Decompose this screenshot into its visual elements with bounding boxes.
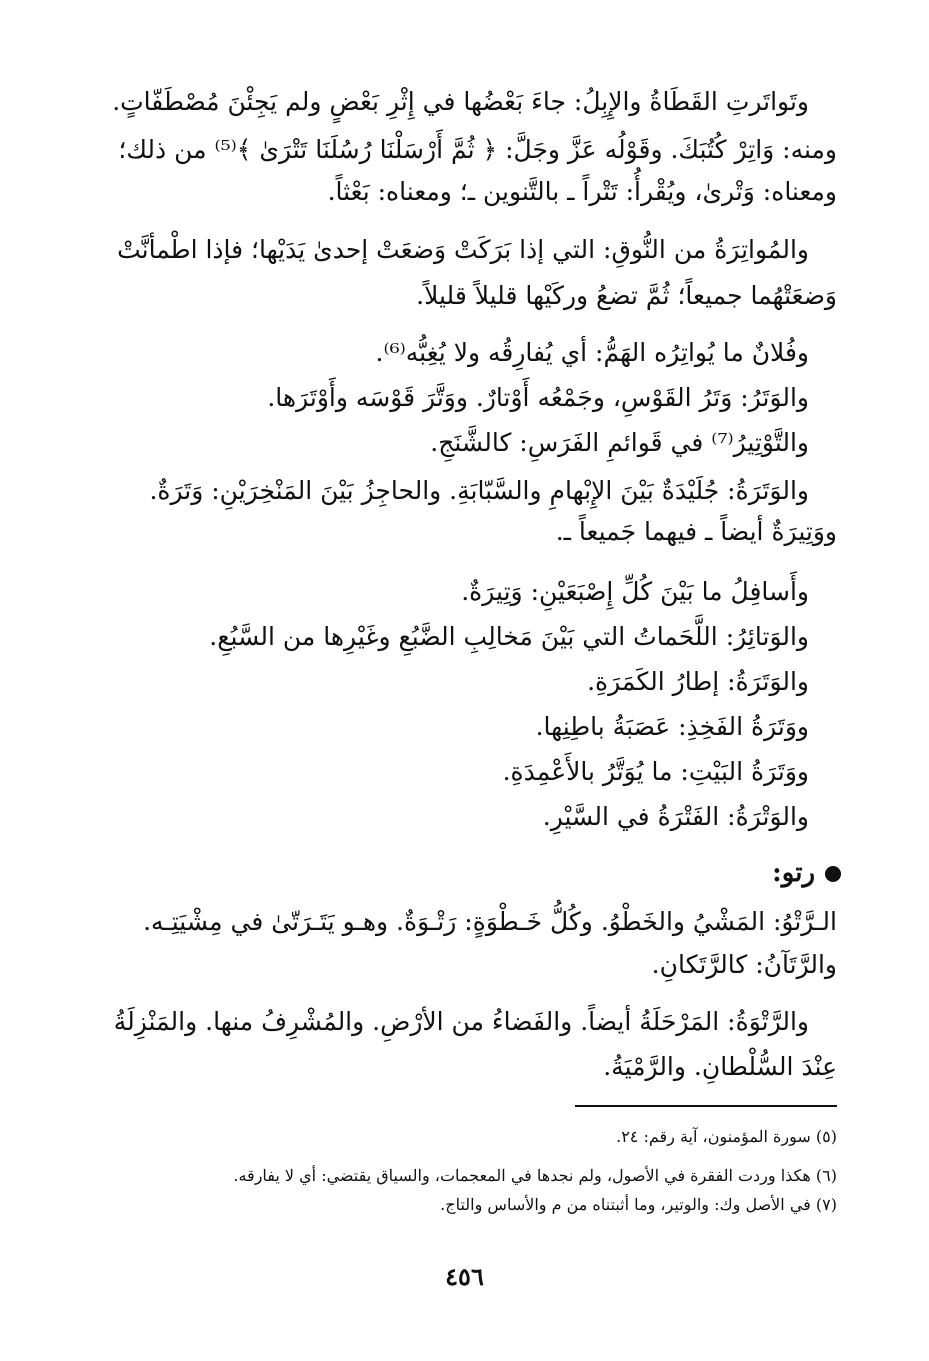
text-line-12: والوَتائِرُ: اللَّحَماتُ التي بَيْنَ مَخالِبِ الضَّبُعِ وغَيْرِها من السَّبُعِ. (209, 622, 809, 651)
text-line-1: وتَواتَرتِ القَطَاةُ والإِبِلُ: جاءَ بَعْضُها في إِثْرِ بَعْضٍ ولم يَجِئْنَ مُصْطَفّاتٍ. (112, 87, 809, 116)
entry-heading (772, 853, 841, 893)
text-line-16: والوَتْرَةُ: الفَتْرَةُ في السَّيْرِ. (542, 802, 809, 831)
text-line-3: ومعناه: وَتْرىٰ، ويُقْرأُ: تَتْراً ـ بالتَّنوين ـ؛ ومعناه: بَعْثاً. (327, 177, 837, 206)
text-line-8: والتَّوْتِيرُ⁽⁷⁾ في قَوائمِ الفَرَسِ: كالشَّنَجِ. (430, 428, 809, 457)
text-line-9: والوَتَرَةُ: جُلَيْدَةٌ بَيْنَ الإِبْهامِ والسَّبّابَةِ. والحاجِزُ بَيْنَ المَنْخِرَيْنِ: وَتَرَةٌ. (149, 476, 809, 505)
text-line-10: ووَتِيرَةٌ أيضاً ـ فيهما جَميعاً ـ. (555, 517, 837, 546)
footnote-6: (٦) هكذا وردت الفقرة في الأصول، ولم نجدها في المعجمات، والسياق يقتضي: أي لا يفارقه. (233, 1166, 837, 1185)
text-line-18: والرَّتَآنُ: كالرَّتَكانِ. (651, 950, 837, 979)
text-line-14: ووَتَرَةُ الفَخِذِ: عَصَبَةُ باطِنِها. (535, 712, 809, 741)
footnote-5: (٥) سورة المؤمنون، آية رقم: ٢٤. (616, 1127, 837, 1146)
text-line-7: والوَتَرُ: وَتَرُ القَوْسِ، وجَمْعُه أَوْتارٌ. ووَتَّرَ قَوْسَه وأَوْتَرَها. (267, 383, 809, 412)
page-number: ٤٥٦ (445, 1262, 484, 1291)
entry-heading-label: رتو: (772, 858, 815, 888)
footnote-7: (٧) في الأصل وك: والوتير، وما أثبتناه من م والأساس والتاج. (440, 1195, 837, 1214)
text-line-5: وَضعَتْهُما جميعاً؛ ثُمَّ تضعُ وركَيْها قليلاً قليلاً. (416, 281, 837, 310)
text-line-2: ومنه: وَاتِرْ كُتُبَكَ. وقَوْلُه عَزَّ وجَلَّ: ﴿ ثُمَّ أَرْسَلْنَا رُسُلَنَا تَتْرَىٰ ﴾⁽⁵⁾ من ذلك؛ (118, 135, 837, 164)
bullet-icon (825, 866, 841, 882)
text-line-13: والوَتَرَةُ: إطارُ الكَمَرَةِ. (587, 667, 809, 696)
text-line-15: ووَتَرَةُ البَيْتِ: ما يُوَتَّرُ بالأَعْمِدَةِ. (502, 757, 809, 786)
text-line-17: الـرَّتْوُ: المَشْيُ والخَطْوُ. وكُلُّ خَـطْوَةٍ: رَتْـوَةٌ. وهـو يَتَـرَتّىٰ في مِشْيَتِـه. (143, 907, 837, 936)
text-line-4: والمُواتِرَةُ من النُّوقِ: التي إذا بَرَكَتْ وَضعَتْ إحدىٰ يَدَيْها؛ فإذا اطْمأنَّتْ (117, 235, 809, 264)
text-line-19: والرَّتْوَةُ: المَرْحَلَةُ أيضاً. والفَضاءُ من الأرْضِ. والمُشْرِفُ منها. والمَنْزِلَةُ (113, 1007, 809, 1036)
text-line-11: وأَسافِلُ ما بَيْنَ كُلِّ إِصْبَعَيْنِ: وَتِيرَةٌ. (461, 577, 809, 606)
footnote-divider (575, 1105, 837, 1107)
text-line-20: عِنْدَ السُّلْطانِ. والرَّمْيَةُ. (603, 1052, 837, 1081)
text-line-6: وفُلانٌ ما يُواتِرُه الهَمُّ: أي يُفارِقُه ولا يُغِبُّه⁽⁶⁾. (375, 338, 809, 367)
